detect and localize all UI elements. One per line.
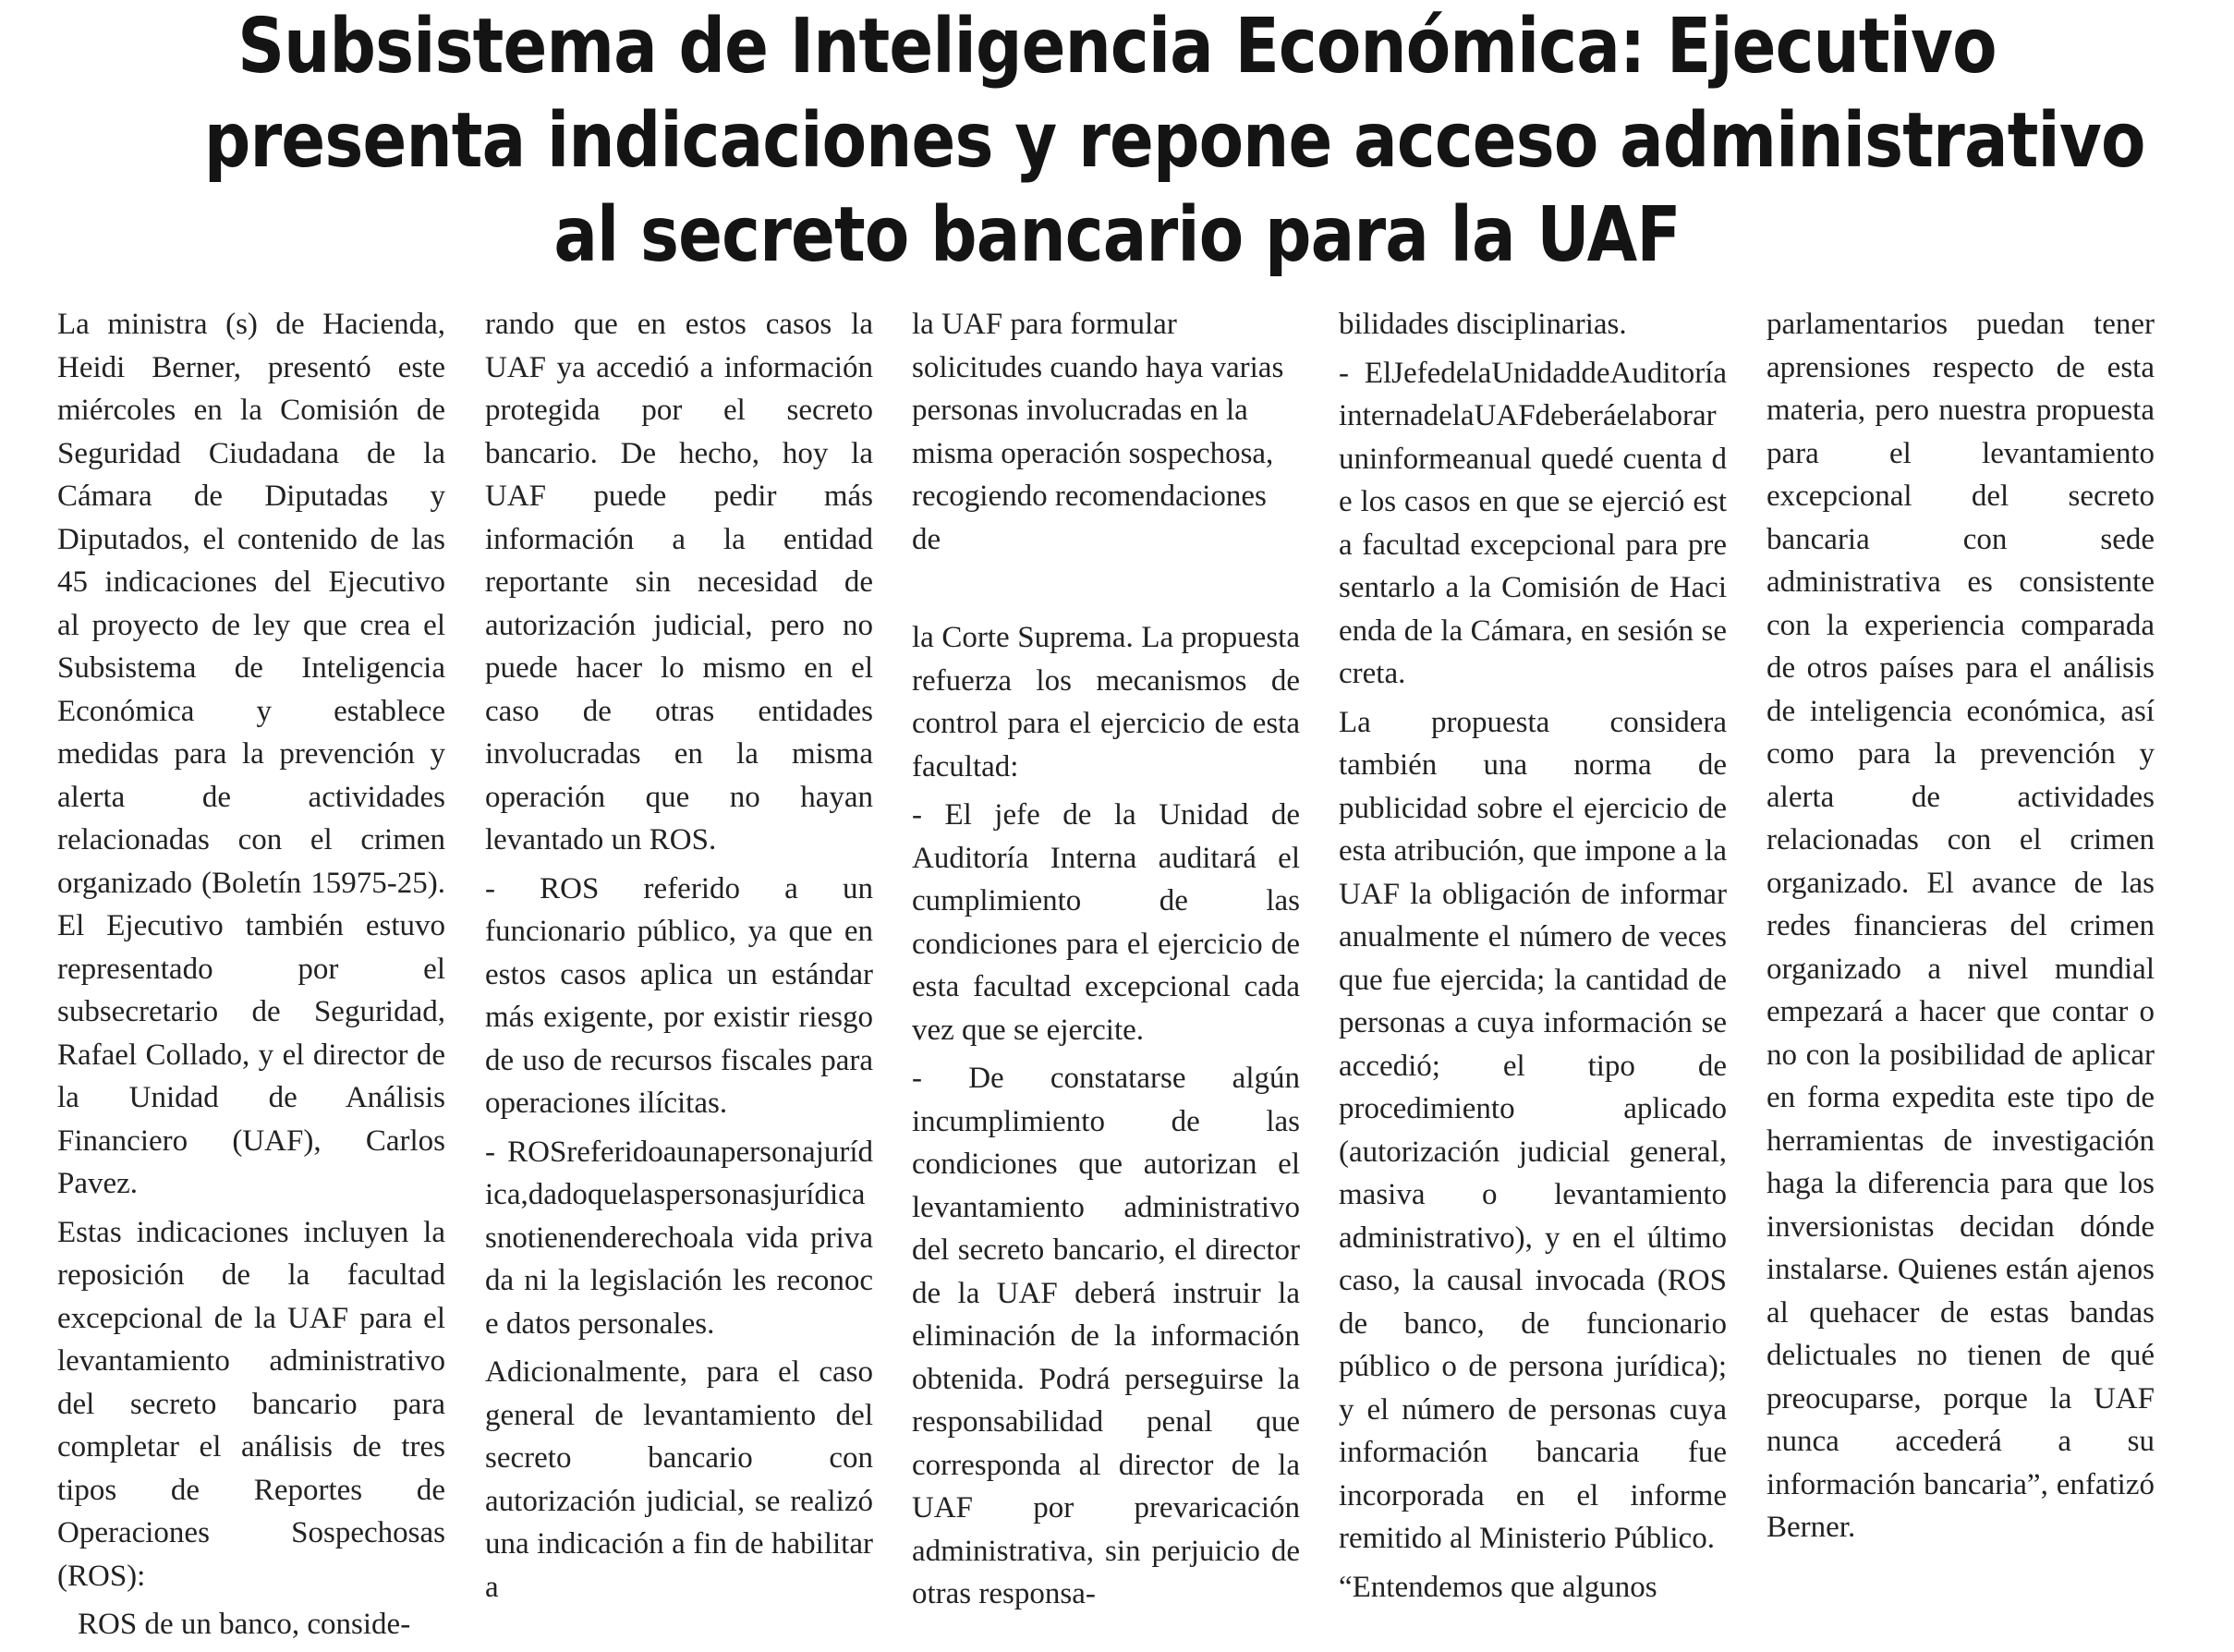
headline-line-3: al secreto bancario para la UAF: [553, 191, 1681, 279]
column-2-paragraph-4: Adicionalmente, para el caso general de levantamiento del secreto bancario con autorización judicial, se realizó una indicación a fin de habilitar a: [485, 1355, 873, 1604]
article-headline: [203, 0, 2145, 283]
headline-line-1: Subsistema de Inteligencia Económica: Ejecutivo: [237, 3, 1997, 91]
column-4-paragraph-2: - ElJefedelaUnidaddeAuditoríainternadelaUAFdeberáelaboraruninformeanual quedé cuenta de los casos en que se ejerció esta facultad excepcional para presentarlo a la Comisión de Hacienda de la Cámara, en sesión secreta.: [1339, 356, 1727, 690]
article-column-4: [1339, 303, 1727, 1614]
headline-line-2: presenta indicaciones y repone acceso administrativo: [203, 97, 2145, 185]
column-1-paragraph-1: La ministra (s) de Hacienda, Heidi Berner, presentó este miércoles en la Comisión de Seguridad Ciudadana de la Cámara de Diputadas y Diputados, el contenido de las 45 indicaciones del Ejecutivo al proyecto de ley que crea el Subsistema de Inteligencia Económica y establece medidas para la prevención y alerta de actividades relacionadas con el crimen organizado (Boletín 15975-25). El Ejecutivo también estuvo representado por el subsecretario de Seguridad, Rafael Collado, y el director de la Unidad de Análisis Financiero (UAF), Carlos Pavez.: [57, 308, 445, 1200]
article-column-1: [57, 303, 445, 1652]
column-1-paragraph-3: ROS de un banco, conside-: [78, 1608, 411, 1641]
column-1-paragraph-2: Estas indicaciones incluyen la reposición de la facultad excepcional de la UAF para el levantamiento administrativo del secreto bancario para completar el análisis de tres tipos de Reportes de Operaciones Sospechosas (ROS):: [57, 1215, 445, 1593]
column-2-paragraph-1: rando que en estos casos la UAF ya accedió a información protegida por el secreto bancario. De hecho, hoy la UAF puede pedir más información a la entidad reportante sin necesidad de autorización judicial, pero no puede hacer lo mismo en el caso de otras entidades involucradas en la misma operación que no hayan levantado un ROS.: [485, 308, 873, 856]
column-4-paragraph-3: La propuesta considera también una norma de publicidad sobre el ejercicio de esta atribución, que impone a la UAF la obligación de informar anualmente el número de veces que fue ejercida; la cantidad de personas a cuya información se accedió; el tipo de procedimiento aplicado (autorización judicial general, masiva o levantamiento administrativo), y en el último caso, la causal invocada (ROS de banco, de funcionario público o de persona jurídica); y el número de personas cuya información bancaria fue incorporada en el informe remitido al Ministerio Público.: [1339, 705, 1727, 1555]
column-3-paragraph-1: la UAF para formular solicitudes cuando haya varias personas involucradas en la misma operación sospechosa, recogiendo recomendaciones de: [912, 308, 1284, 556]
column-5-paragraph-1: parlamentarios puedan tener aprensiones respecto de esta materia, pero nuestra propuesta para el levantamiento excepcional del secreto bancaria con sede administrativa es consistente con la experiencia comparada de otros países para el análisis de inteligencia económica, así como para la prevención y alerta de actividades relacionadas con el crimen organizado. El avance de las redes financieras del crimen organizado a nivel mundial empezará a hacer que contar o no con la posibilidad de aplicar en forma expedita este tipo de herramientas de investigación haga la diferencia para que los inversionistas decidan dónde instalarse. Quienes están ajenos al quehacer de estas bandas delictuales no tienen de qué preocuparse, porque la UAF nunca accederá a su información bancaria”, enfatizó Berner.: [1767, 308, 2155, 1544]
column-3-paragraph-2: la Corte Suprema. La propuesta refuerza los mecanismos de control para el ejercicio de esta facultad:: [912, 621, 1300, 783]
column-2-paragraph-2: - ROS referido a un funcionario público, ya que en estos casos aplica un estándar más exigente, por existir riesgo de uso de recursos fiscales para operaciones ilícitas.: [485, 871, 873, 1120]
column-2-paragraph-3: - ROSreferidoaunapersonajurídica,dadoquelaspersonasjurídicasnotienenderechoala vida privada ni la legislación les reconoce datos personales.: [485, 1135, 873, 1341]
column-3-paragraph-3: - El jefe de la Unidad de Auditoría Interna auditará el cumplimiento de las condiciones para el ejercicio de esta facultad excepcional cada vez que se ejercite.: [912, 798, 1300, 1047]
column-4-paragraph-4: “Entendemos que algunos: [1339, 1570, 1657, 1604]
column-3-paragraph-4: - De constatarse algún incumplimiento de las condiciones que autorizan el levantamiento administrativo del secreto bancario, el director de la UAF deberá instruir la eliminación de la información obtenida. Podrá perseguirse la responsabilidad penal que corresponda al director de la UAF por prevaricación administrativa, sin perjuicio de otras responsa-: [912, 1062, 1300, 1610]
article-column-3: [912, 303, 1300, 1622]
article-column-2: [485, 303, 873, 1614]
column-4-paragraph-1: bilidades disciplinarias.: [1339, 308, 1627, 341]
article-column-5: [1767, 303, 2155, 1555]
